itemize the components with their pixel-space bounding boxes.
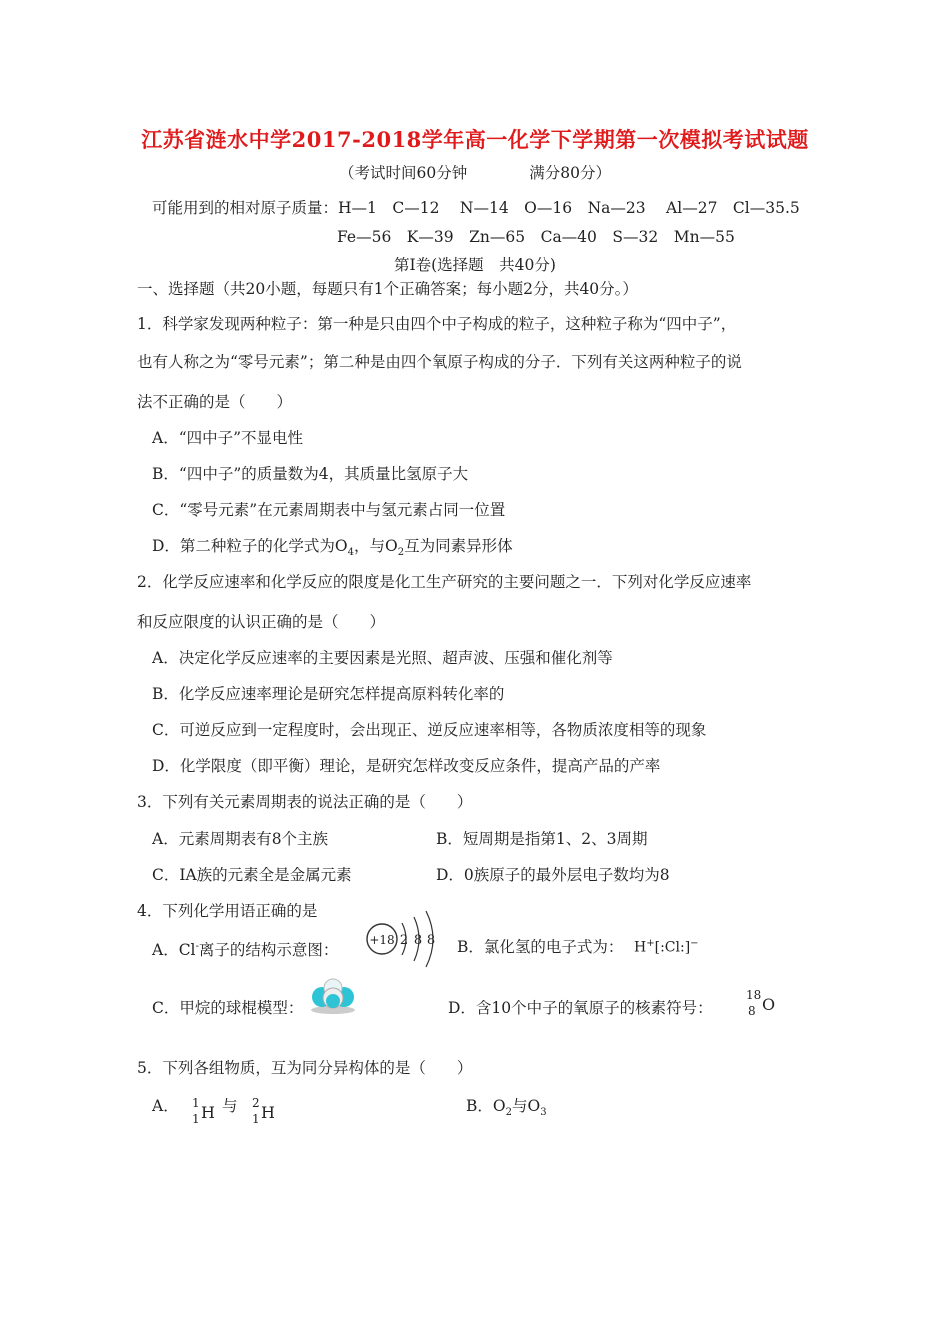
atomic-masses-line-2: Fe—56 K—39 Zn—65 Ca—40 S—32 Mn—55 — [337, 228, 735, 246]
nuclide-symbol: O — [762, 995, 776, 1014]
document-title: 江苏省涟水中学2017-2018学年高一化学下学期第一次模拟考试试题 — [141, 127, 809, 152]
nucleus-charge: +18 — [369, 933, 395, 947]
q4-a-text-2: 离子的结构示意图： — [198, 941, 339, 960]
h2-z: 1 — [252, 1112, 260, 1126]
q2-option-b: B．化学反应速率理论是研究怎样提高原料转化率的 — [152, 685, 505, 703]
q4-option-a — [152, 937, 338, 960]
q4-a-text-1: A．Cl — [152, 941, 196, 960]
q2-stem-line-2: 和反应限度的认识正确的是（ ） — [137, 613, 386, 631]
q5-option-a-nuclide-1 — [192, 1098, 218, 1128]
hcl-cl: [:Cl:] — [654, 939, 691, 956]
q5-b-sub-2: 3 — [540, 1107, 547, 1119]
nuclide-mass: 18 — [746, 988, 762, 1002]
h1-symbol: H — [201, 1103, 215, 1122]
h2-mass: 2 — [252, 1096, 260, 1110]
q1-stem-line-3: 法不正确的是（ ） — [137, 393, 293, 411]
q5-option-b — [466, 1096, 547, 1123]
q1-stem-line-1: 1．科学家发现两种粒子：第一种是只由四个中子构成的粒子，这种粒子称为“四中子”， — [137, 315, 737, 333]
q2-option-a: A．决定化学反应速率的主要因素是光照、超声波、压强和催化剂等 — [152, 649, 613, 667]
q3-option-b: B．短周期是指第1、2、3周期 — [436, 830, 648, 848]
q1-d-sub-2: 2 — [397, 547, 405, 559]
q4-stem: 4．下列化学用语正确的是 — [137, 902, 318, 920]
q4-option-d: D．含10个中子的氧原子的核素符号： — [448, 999, 713, 1017]
atomic-masses-line-1: 可能用到的相对原子质量：H—1 C—12 N—14 O—16 Na—23 Al—27 Cl—35.5 — [152, 199, 800, 217]
q1-d-sub-1: 4 — [347, 547, 355, 559]
q5-option-a-with: 与 — [222, 1097, 238, 1115]
oxygen-18-nuclide-symbol — [746, 988, 776, 1020]
methane-ball-stick-model-icon — [308, 976, 358, 1014]
h2-symbol: H — [261, 1103, 275, 1122]
q1-d-text-3: 互为同素异形体 — [404, 537, 513, 555]
q1-option-a: A．“四中子”不显电性 — [152, 429, 304, 447]
hcl-cl-charge: − — [690, 938, 699, 949]
q1-option-c: C．“零号元素”在元素周期表中与氢元素占同一位置 — [152, 501, 506, 519]
hcl-h: H — [634, 939, 647, 956]
q4-option-c: C．甲烷的球棍模型： — [152, 999, 304, 1017]
q5-b-text-1: B．O — [466, 1097, 506, 1115]
chlorine-ion-structure-diagram-icon — [362, 905, 442, 973]
q2-option-d: D．化学限度（即平衡）理论，是研究怎样改变反应条件，提高产品的产率 — [152, 757, 661, 775]
hcl-h-charge: + — [646, 938, 655, 949]
q4-option-b: B．氯化氢的电子式为： — [457, 938, 624, 956]
nuclide-z: 8 — [748, 1004, 756, 1018]
q3-option-c: C．ⅠA族的元素全是金属元素 — [152, 866, 352, 884]
q5-stem: 5．下列各组物质，互为同分异构体的是（ ） — [137, 1059, 473, 1077]
q3-stem: 3．下列有关元素周期表的说法正确的是（ ） — [137, 793, 473, 811]
nuclide-o18 — [746, 988, 776, 1020]
q5-option-a-label: A． — [152, 1097, 179, 1115]
q1-option-d — [152, 536, 513, 563]
q3-option-a: A．元素周期表有8个主族 — [152, 830, 329, 848]
q1-stem-line-2: 也有人称之为“零号元素”；第二种是由四个氧原子构成的分子．下列有关这两种粒子的说 — [137, 353, 742, 371]
hcl-electron-formula — [634, 934, 699, 958]
q1-d-text-1: D．第二种粒子的化学式为O — [152, 537, 348, 555]
q1-option-b: B．“四中子”的质量数为4，其质量比氢原子大 — [152, 465, 469, 483]
q5-b-text-2: 与O — [511, 1097, 541, 1115]
section-title: 一、选择题（共20小题，每题只有1个正确答案；每小题2分，共40分。） — [137, 280, 638, 298]
q1-d-text-2: ，与O — [354, 537, 398, 555]
exam-info: （考试时间60分钟 满分80分） — [339, 164, 611, 182]
q2-option-c: C．可逆反应到一定程度时，会出现正、逆反应速率相等，各物质浓度相等的现象 — [152, 721, 707, 739]
q3-option-d: D．0族原子的最外层电子数均为8 — [436, 866, 670, 884]
part-title: 第Ⅰ卷(选择题 共40分) — [394, 256, 556, 274]
q5-option-a-nuclide-2 — [252, 1098, 278, 1128]
electron-shells: 2 8 8 — [399, 933, 436, 948]
h1-mass: 1 — [192, 1096, 200, 1110]
h1-z: 1 — [192, 1112, 200, 1126]
q2-stem-line-1: 2．化学反应速率和化学反应的限度是化工生产研究的主要问题之一．下列对化学反应速率 — [137, 573, 752, 591]
q5-b-sub-1: 2 — [505, 1107, 512, 1119]
q4-a-sup: - — [195, 941, 199, 952]
